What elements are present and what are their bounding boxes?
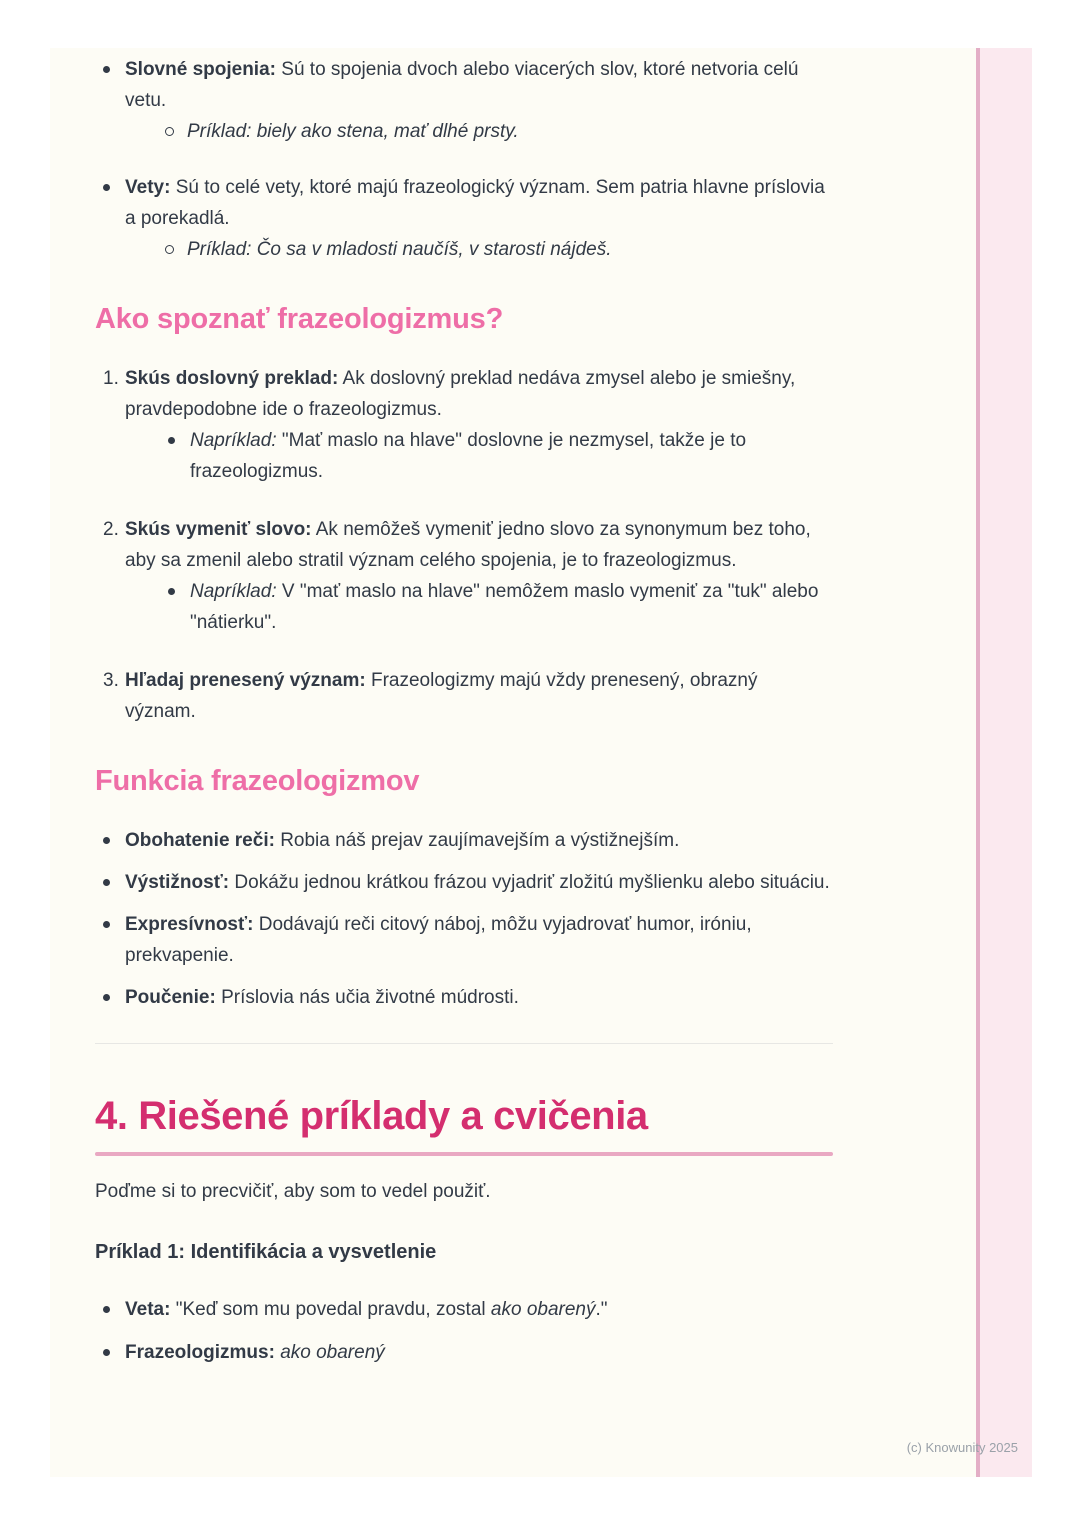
bullet-disc-icon bbox=[168, 588, 175, 595]
example-label: Napríklad: bbox=[190, 430, 277, 451]
list-item-text bbox=[125, 54, 833, 116]
term-label: Obohatenie reči: bbox=[125, 830, 275, 851]
bullet-circle-icon bbox=[165, 127, 174, 136]
list-item bbox=[95, 1337, 833, 1368]
example-row bbox=[125, 576, 833, 638]
numbered-list bbox=[95, 363, 833, 727]
term-label: Expresívnosť: bbox=[125, 914, 254, 935]
bullet-disc-icon bbox=[168, 437, 175, 444]
term-label: Skús vymeniť slovo: bbox=[125, 519, 312, 540]
term-label: Vety: bbox=[125, 177, 171, 198]
bullet-disc-icon bbox=[103, 1349, 110, 1356]
chapter-title-underline bbox=[95, 1152, 833, 1156]
term-definition: Príslovia nás učia životné múdrosti. bbox=[221, 987, 519, 1008]
page-edge-accent-band bbox=[976, 48, 1032, 1477]
list-item-text bbox=[125, 172, 833, 234]
example-title: Príklad 1: Identifikácia a vysvetlenie bbox=[95, 1241, 437, 1263]
document-page bbox=[50, 48, 1032, 1477]
term-label: Frazeologizmus: bbox=[125, 1342, 275, 1363]
bullet-disc-icon bbox=[103, 837, 110, 844]
list-number: 1. bbox=[103, 368, 119, 389]
chapter-intro: Poďme si to precvičiť, aby som to vedel použiť. bbox=[95, 1181, 491, 1202]
bullet-circle-icon bbox=[165, 245, 174, 254]
sentence-start: "Keď som mu povedal pravdu, zostal bbox=[175, 1299, 491, 1320]
list-item bbox=[95, 867, 833, 898]
section-divider bbox=[95, 1043, 833, 1044]
list-item-text bbox=[125, 982, 833, 1013]
term-definition: Sú to spojenia dvoch alebo viacerých slov, ktoré netvoria celú vetu. bbox=[125, 59, 799, 111]
list-item-text bbox=[125, 665, 833, 727]
term-definition: Dodávajú reči citový náboj, môžu vyjadrovať humor, iróniu, prekvapenie. bbox=[125, 914, 752, 966]
list-item-text bbox=[125, 825, 833, 856]
term-definition: Frazeologizmy majú vždy prenesený, obrazný význam. bbox=[125, 670, 758, 722]
bullet-disc-icon bbox=[103, 994, 110, 1001]
list-item bbox=[95, 1294, 833, 1325]
term-label: Veta: bbox=[125, 1299, 171, 1320]
term-label: Skús doslovný preklad: bbox=[125, 368, 339, 389]
example-bullet-list bbox=[95, 1294, 833, 1368]
page-content bbox=[95, 54, 833, 1368]
bullet-disc-icon bbox=[103, 1306, 110, 1313]
example-row bbox=[125, 234, 833, 265]
bullet-disc-icon bbox=[103, 184, 110, 191]
function-bullet-list bbox=[95, 825, 833, 1013]
example-row bbox=[125, 116, 833, 147]
example-text: Príklad: Čo sa v mladosti naučíš, v starosti nájdeš. bbox=[187, 239, 612, 260]
example-label: Napríklad: bbox=[190, 581, 277, 602]
term-definition: Sú to celé vety, ktoré majú frazeologický význam. Sem patria hlavne príslovia a porekadlá. bbox=[125, 177, 825, 229]
list-item-text bbox=[125, 514, 833, 576]
copyright-watermark: (c) Knowunity 2025 bbox=[906, 1440, 1018, 1455]
chapter-title: 4. Riešené príklady a cvičenia bbox=[95, 1094, 648, 1138]
term-label: Výstižnosť: bbox=[125, 872, 230, 893]
list-item bbox=[95, 982, 833, 1013]
term-label: Poučenie: bbox=[125, 987, 216, 1008]
term-label: Slovné spojenia: bbox=[125, 59, 276, 80]
bullet-disc-icon bbox=[103, 879, 110, 886]
example-row bbox=[125, 425, 833, 487]
list-item-text bbox=[125, 909, 833, 971]
term-definition: Ak doslovný preklad nedáva zmysel alebo je smiešny, pravdepodobne ide o frazeologizmus. bbox=[125, 368, 796, 420]
numbered-item bbox=[95, 514, 833, 638]
list-item bbox=[95, 909, 833, 971]
list-item-text bbox=[125, 1294, 833, 1325]
idiom-italic: ako obarený bbox=[280, 1342, 385, 1363]
section-heading-funkcia: Funkcia frazeologizmov bbox=[95, 765, 420, 797]
list-item-text bbox=[125, 867, 833, 898]
term-label: Hľadaj prenesený význam: bbox=[125, 670, 366, 691]
bullet-disc-icon bbox=[103, 921, 110, 928]
example-text: Príklad: biely ako stena, mať dlhé prsty. bbox=[187, 121, 519, 142]
term-definition: Dokážu jednou krátkou frázou vyjadriť zložitú myšlienku alebo situáciu. bbox=[234, 872, 830, 893]
list-item bbox=[95, 54, 833, 147]
example-text: "Mať maslo na hlave" doslovne je nezmysel, takže je to frazeologizmus. bbox=[190, 430, 747, 482]
list-number: 3. bbox=[103, 670, 119, 691]
numbered-item bbox=[95, 363, 833, 487]
numbered-item bbox=[95, 665, 833, 727]
sentence-end: ." bbox=[595, 1299, 608, 1320]
intro-bullet-list bbox=[95, 54, 833, 265]
list-item-text bbox=[125, 1337, 833, 1368]
list-number: 2. bbox=[103, 519, 119, 540]
list-item bbox=[95, 172, 833, 265]
list-item-text bbox=[125, 363, 833, 425]
term-definition: Robia náš prejav zaujímavejším a výstižnejším. bbox=[280, 830, 680, 851]
example-text: V "mať maslo na hlave" nemôžem maslo vymeniť za "tuk" alebo "nátierku". bbox=[190, 581, 819, 633]
section-heading-ako-spoznat: Ako spoznať frazeologizmus? bbox=[95, 303, 504, 335]
term-definition: Ak nemôžeš vymeniť jedno slovo za synonymum bez toho, aby sa zmenil alebo stratil význam celého spojenia, je to frazeologizmus. bbox=[125, 519, 811, 571]
bullet-disc-icon bbox=[103, 66, 110, 73]
list-item bbox=[95, 825, 833, 856]
idiom-italic: ako obarený bbox=[490, 1299, 596, 1320]
